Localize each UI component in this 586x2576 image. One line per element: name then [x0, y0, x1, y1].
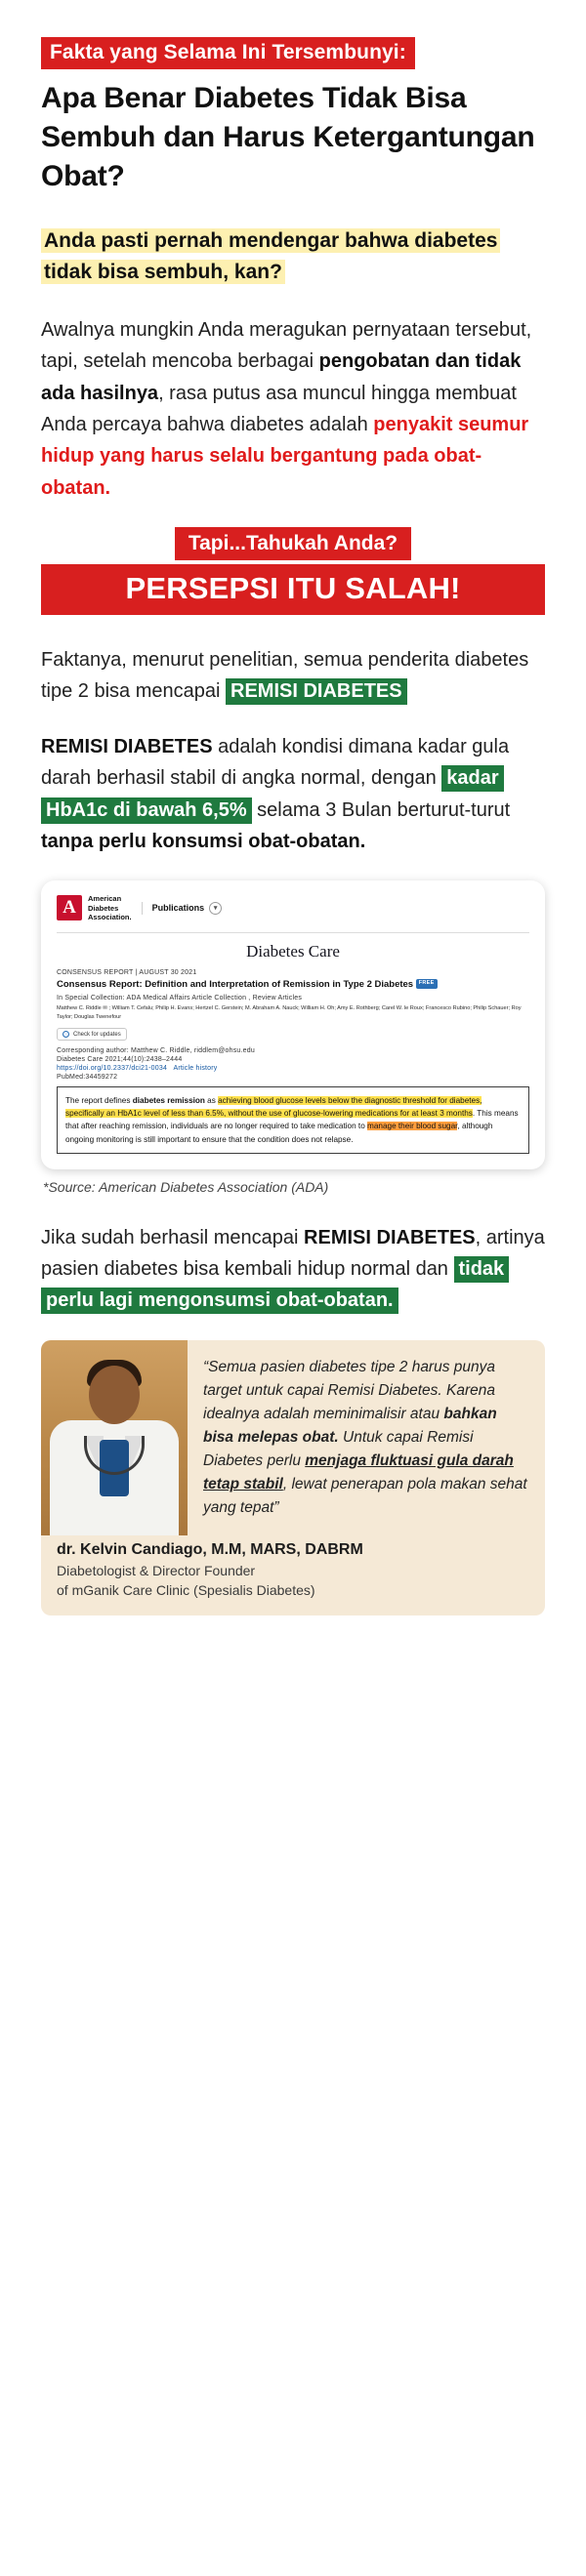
- doctor-testimonial-card: [41, 1340, 545, 1616]
- corresponding-author: Corresponding author: Matthew C. Riddle, riddlem@ohsu.edu: [57, 1047, 255, 1055]
- quote-highlight-yellow: achieving blood glucose levels below the diagnostic threshold for diabetes, specifically an HbA1c level of less than 6.5%, without the use of glucose-lowering medications for at least 3 months: [65, 1096, 482, 1119]
- persepsi-banner: PERSEPSI ITU SALAH!: [41, 564, 545, 615]
- remisi-highlight: REMISI DIABETES: [226, 678, 407, 705]
- quote-text-4: , although ongoing monitoring is still important to ensure that the condition does not relapse.: [65, 1122, 493, 1144]
- definition-text-1: adalah kondisi dimana kadar gula darah berhasil stabil di angka normal, dengan: [41, 735, 510, 790]
- doctor-role-line2: of mGanik Care Clinic (Spesialis Diabetes): [57, 1582, 315, 1599]
- doctor-quote-text-1: “Semua pasien diabetes tipe 2 harus punya target untuk capai Remisi Diabetes. Karena idealnya adalah meminimalisir atau: [203, 1358, 496, 1422]
- source-note: *Source: American Diabetes Association (ADA): [43, 1178, 329, 1195]
- ada-paper-screenshot: [41, 880, 545, 1168]
- paper-doi-link[interactable]: https://doi.org/10.2337/dci21-0034: [57, 1065, 168, 1073]
- paragraph-fact: [41, 644, 545, 708]
- conclusion-bold-1: REMISI DIABETES: [304, 1226, 476, 1248]
- paper-header: [57, 894, 529, 932]
- conclusion-text-2: , artinya pasien diabetes bisa kembali hidup normal dan: [41, 1226, 545, 1281]
- chevron-down-icon: ▾: [209, 902, 222, 915]
- quote-highlight-orange: manage their blood sugar: [367, 1122, 458, 1131]
- free-badge: FREE: [416, 979, 438, 988]
- quote-bold-1: diabetes remission: [132, 1096, 205, 1106]
- quote-text-2: as: [204, 1096, 219, 1106]
- paper-title-text: Consensus Report: Definition and Interpretation of Remission in Type 2 Diabetes: [57, 978, 414, 990]
- doctor-quote-text-3: , lewat penerapan pola makan sehat yang tepat”: [203, 1475, 527, 1516]
- remission-definition-box: [57, 1086, 529, 1154]
- pubmed-id: PubMed:34459272: [57, 1074, 118, 1082]
- tapi-block: [41, 527, 545, 560]
- doctor-quote-bold-2: menjaga fluktuasi gula darah tetap stabil: [203, 1452, 514, 1492]
- ada-logo-line3: Association.: [88, 913, 132, 922]
- quote-text-1: The report defines: [65, 1096, 133, 1106]
- doctor-role-line1: Diabetologist & Director Founder: [57, 1562, 256, 1578]
- consensus-meta: CONSENSUS REPORT | AUGUST 30 2021: [57, 968, 197, 976]
- paragraph-conclusion: [41, 1222, 545, 1317]
- ada-logo-icon: A: [57, 895, 82, 920]
- tapi-label: Tapi...Tahukah Anda?: [175, 527, 411, 560]
- paragraph-definition: [41, 731, 545, 858]
- doctor-photo: [41, 1340, 188, 1535]
- fact-text-1: Faktanya, menurut penelitian, semua penderita diabetes tipe 2 bisa mencapai: [41, 649, 529, 703]
- subhead-highlight: Anda pasti pernah mendengar bahwa diabetes tidak bisa sembuh, kan?: [41, 228, 500, 285]
- definition-bold-1: REMISI DIABETES: [41, 735, 213, 757]
- conclusion-text-1: Jika sudah berhasil mencapai: [41, 1226, 305, 1248]
- doctor-quote: [188, 1340, 545, 1535]
- definition-text-2: selama 3 Bulan berturut-turut: [251, 798, 511, 821]
- ada-logo-text: [88, 894, 132, 921]
- crossmark-icon: [63, 1031, 69, 1038]
- doctor-quote-text-2: Untuk capai Remisi Diabetes perlu: [203, 1428, 474, 1469]
- page-title: Apa Benar Diabetes Tidak Bisa Sembuh dan Harus Ketergantungan Obat?: [41, 82, 535, 192]
- paper-authors: Matthew C. Riddle ✉ ; William T. Cefalu; Philip H. Evans; Hertzel C. Gerstein; M. Abraham A. Nauck; William H. Oh; Amy E. Rothberg; Carel W. le Roux; Francesco Rubino; Philip Schauer; Roy Taylor; Douglas Twenefour: [57, 1005, 522, 1020]
- doctor-card-top: [41, 1340, 545, 1535]
- definition-bold-2: tanpa perlu konsumsi obat-obatan.: [41, 831, 366, 853]
- check-for-updates-button[interactable]: [57, 1028, 127, 1041]
- hba1c-highlight: kadar HbA1c di bawah 6,5%: [41, 765, 504, 823]
- doctor-role: [41, 1561, 545, 1616]
- ada-logo: [57, 894, 132, 921]
- ada-logo-line1: American: [88, 894, 122, 904]
- paragraph-intro: [41, 314, 545, 504]
- doctor-head: [89, 1366, 140, 1424]
- intro-text-1: Awalnya mungkin Anda meragukan pernyataan tersebut, tapi, setelah mencoba berbagai: [41, 318, 532, 373]
- journal-title: Diabetes Care: [246, 941, 340, 961]
- intro-text-2: , rasa putus asa muncul hingga membuat Anda percaya bahwa diabetes adalah: [41, 382, 517, 436]
- check-updates-label: Check for updates: [73, 1031, 121, 1038]
- paper-doi-row: [57, 1065, 529, 1072]
- publications-label: Publications: [151, 903, 205, 914]
- doctor-name: dr. Kelvin Candiago, M.M, MARS, DABRM: [57, 1540, 363, 1558]
- special-collection: In Special Collection: ADA Medical Affairs Article Collection , Review Articles: [57, 995, 303, 1002]
- article-history-link[interactable]: Article history: [173, 1065, 218, 1073]
- doctor-quote-bold-1: bahkan bisa melepas obat.: [203, 1405, 497, 1446]
- publications-menu[interactable]: [142, 902, 223, 915]
- intro-red-text: penyakit seumur hidup yang harus selalu bergantung pada obat-obatan.: [41, 414, 529, 499]
- paper-title: [57, 979, 529, 992]
- quote-text-3: . This means that after reaching remission, individuals are no longer required to take medication to: [65, 1109, 519, 1131]
- intro-bold-1: pengobatan dan tidak ada hasilnya: [41, 350, 522, 404]
- ada-logo-line2: Diabetes: [88, 903, 119, 913]
- conclusion-highlight: tidak perlu lagi mengonsumsi obat-obatan.: [41, 1256, 509, 1314]
- kicker-badge: Fakta yang Selama Ini Tersembunyi:: [41, 37, 415, 69]
- subhead: [41, 225, 545, 289]
- paper-citation: Diabetes Care 2021;44(10):2438–2444: [57, 1056, 183, 1064]
